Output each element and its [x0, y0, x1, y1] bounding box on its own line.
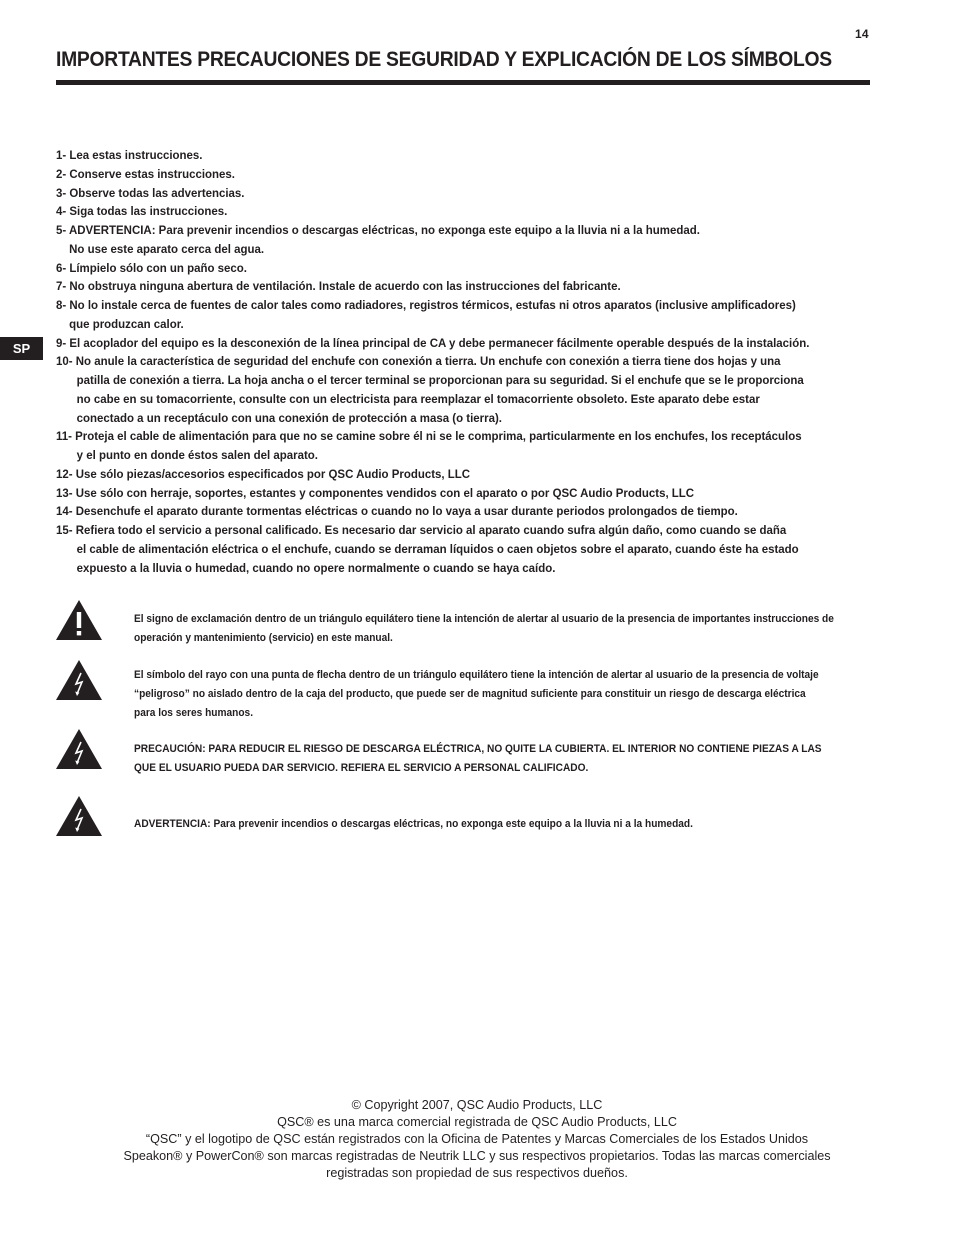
- page-title: IMPORTANTES PRECAUCIONES DE SEGURIDAD Y EXPLICACIÓN DE LOS SÍMBOLOS: [56, 48, 832, 71]
- symbol-description: El símbolo del rayo con una punta de flecha dentro de un triángulo equilátero tiene la intención de alertar al usuario de la presencia de voltaje “peligroso” no aislado dentro de la caja del producto, que puede ser de magnitud suficiente para constituir un riesgo de descarga eléctrica para los seres humanos.: [134, 669, 819, 719]
- instruction-item: 6- Límpielo sólo con un paño seco.: [56, 260, 247, 275]
- symbol-description: ADVERTENCIA: Para prevenir incendios o descargas eléctricas, no exponga este equipo a la lluvia ni a la humedad.: [134, 818, 693, 830]
- instruction-item: 1- Lea estas instrucciones.: [56, 148, 203, 162]
- instruction-continuation: conectado a un receptáculo con una conexión de protección a masa (o tierra).: [76, 410, 502, 425]
- footer-line: “QSC” y el logotipo de QSC están registrados con la Oficina de Patentes y Marcas Comerciales de los Estados Unidos: [145, 1132, 809, 1146]
- instruction-item: 12- Use sólo piezas/accesorios especificados por QSC Audio Products, LLC: [56, 466, 471, 481]
- instruction-continuation: No use este aparato cerca del agua.: [69, 241, 265, 256]
- safety-instructions-list: [56, 146, 936, 577]
- instruction-item: 3- Observe todas las advertencias.: [56, 185, 245, 200]
- lightning-triangle-icon: [56, 660, 102, 700]
- page-number: 14: [855, 27, 869, 41]
- instruction-continuation: que produzcan calor.: [69, 316, 184, 331]
- instruction-item: 4- Siga todas las instrucciones.: [56, 204, 228, 219]
- instruction-continuation: patilla de conexión a tierra. La hoja ancha o el tercer terminal se proporcionan para su seguridad. Si el enchufe que se le proporciona: [76, 373, 804, 387]
- lightning-triangle-icon: [56, 729, 102, 769]
- instruction-item: 14- Desenchufe el aparato durante tormentas eléctricas o cuando no lo vaya a usar durante periodos prolongados de tiempo.: [56, 504, 738, 519]
- footer-line: © Copyright 2007, QSC Audio Products, LLC: [351, 1098, 603, 1112]
- instruction-item: 10- No anule la característica de seguridad del enchufe con conexión a tierra. Un enchufe con conexión a tierra tiene dos hojas y una: [56, 354, 781, 369]
- instruction-item: 2- Conserve estas instrucciones.: [56, 166, 235, 181]
- instruction-continuation: no cabe en su tomacorriente, consulte con un electricista para reemplazar el tomacorriente obsoleto. Este aparato debe estar: [76, 391, 760, 406]
- symbol-description: PRECAUCIÓN: PARA REDUCIR EL RIESGO DE DESCARGA ELÉCTRICA, NO QUITE LA CUBIERTA. EL INTERIOR NO CONTIENE PIEZAS A LAS QUE EL USUARIO PUEDA DAR SERVICIO. REFIERA EL SERVICIO A PERSONAL CALIFICADO.: [134, 743, 822, 774]
- footer-line: QSC® es una marca comercial registrada de QSC Audio Products, LLC: [277, 1115, 677, 1129]
- instruction-item: 7- No obstruya ninguna abertura de ventilación. Instale de acuerdo con las instrucciones del fabricante.: [56, 279, 621, 294]
- instruction-item: 5- ADVERTENCIA: Para prevenir incendios o descargas eléctricas, no exponga este equipo a la lluvia ni a la humedad.: [56, 223, 700, 237]
- title-divider: [56, 80, 870, 85]
- instruction-item: 9- El acoplador del equipo es la desconexión de la línea principal de CA y debe permanecer fácilmente operable después de la instalación.: [56, 335, 810, 350]
- lightning-triangle-icon: [56, 796, 102, 836]
- exclamation-triangle-icon: [56, 600, 102, 640]
- symbol-description: El signo de exclamación dentro de un triángulo equilátero tiene la intención de alertar al usuario de la presencia de importantes instrucciones de operación y mantenimiento (servicio) en este manual.: [134, 613, 834, 644]
- footer-line: registradas son propiedad de sus respectivos dueños.: [326, 1166, 628, 1180]
- instruction-item: 13- Use sólo con herraje, soportes, estantes y componentes vendidos con el aparato o por QSC Audio Products, LLC: [56, 485, 695, 500]
- footer-line: Speakon® y PowerCon® son marcas registradas de Neutrik LLC y sus respectivos propietarios. Todas las marcas comerciales: [123, 1149, 831, 1163]
- instruction-continuation: y el punto en donde éstos salen del aparato.: [76, 448, 318, 462]
- instruction-item: 11- Proteja el cable de alimentación para que no se camine sobre él ni se le comprima, particularmente en los enchufes, los receptáculos: [56, 429, 802, 444]
- instruction-item: 15- Refiera todo el servicio a personal calificado. Es necesario dar servicio al aparato cuando sufra algún daño, como cuando se daña: [56, 523, 787, 537]
- instruction-item: 8- No lo instale cerca de fuentes de calor tales como radiadores, registros térmicos, estufas ni otros aparatos (inclusive amplificadores): [56, 298, 796, 312]
- instruction-continuation: expuesto a la lluvia o humedad, cuando no opere normalmente o cuando se haya caído.: [76, 560, 556, 575]
- instruction-continuation: el cable de alimentación eléctrica o el enchufe, cuando se derraman líquidos o caen objetos sobre el aparato, cuando éste ha estado: [76, 541, 799, 556]
- language-tab: SP: [0, 337, 43, 360]
- copyright-footer: [0, 1097, 954, 1182]
